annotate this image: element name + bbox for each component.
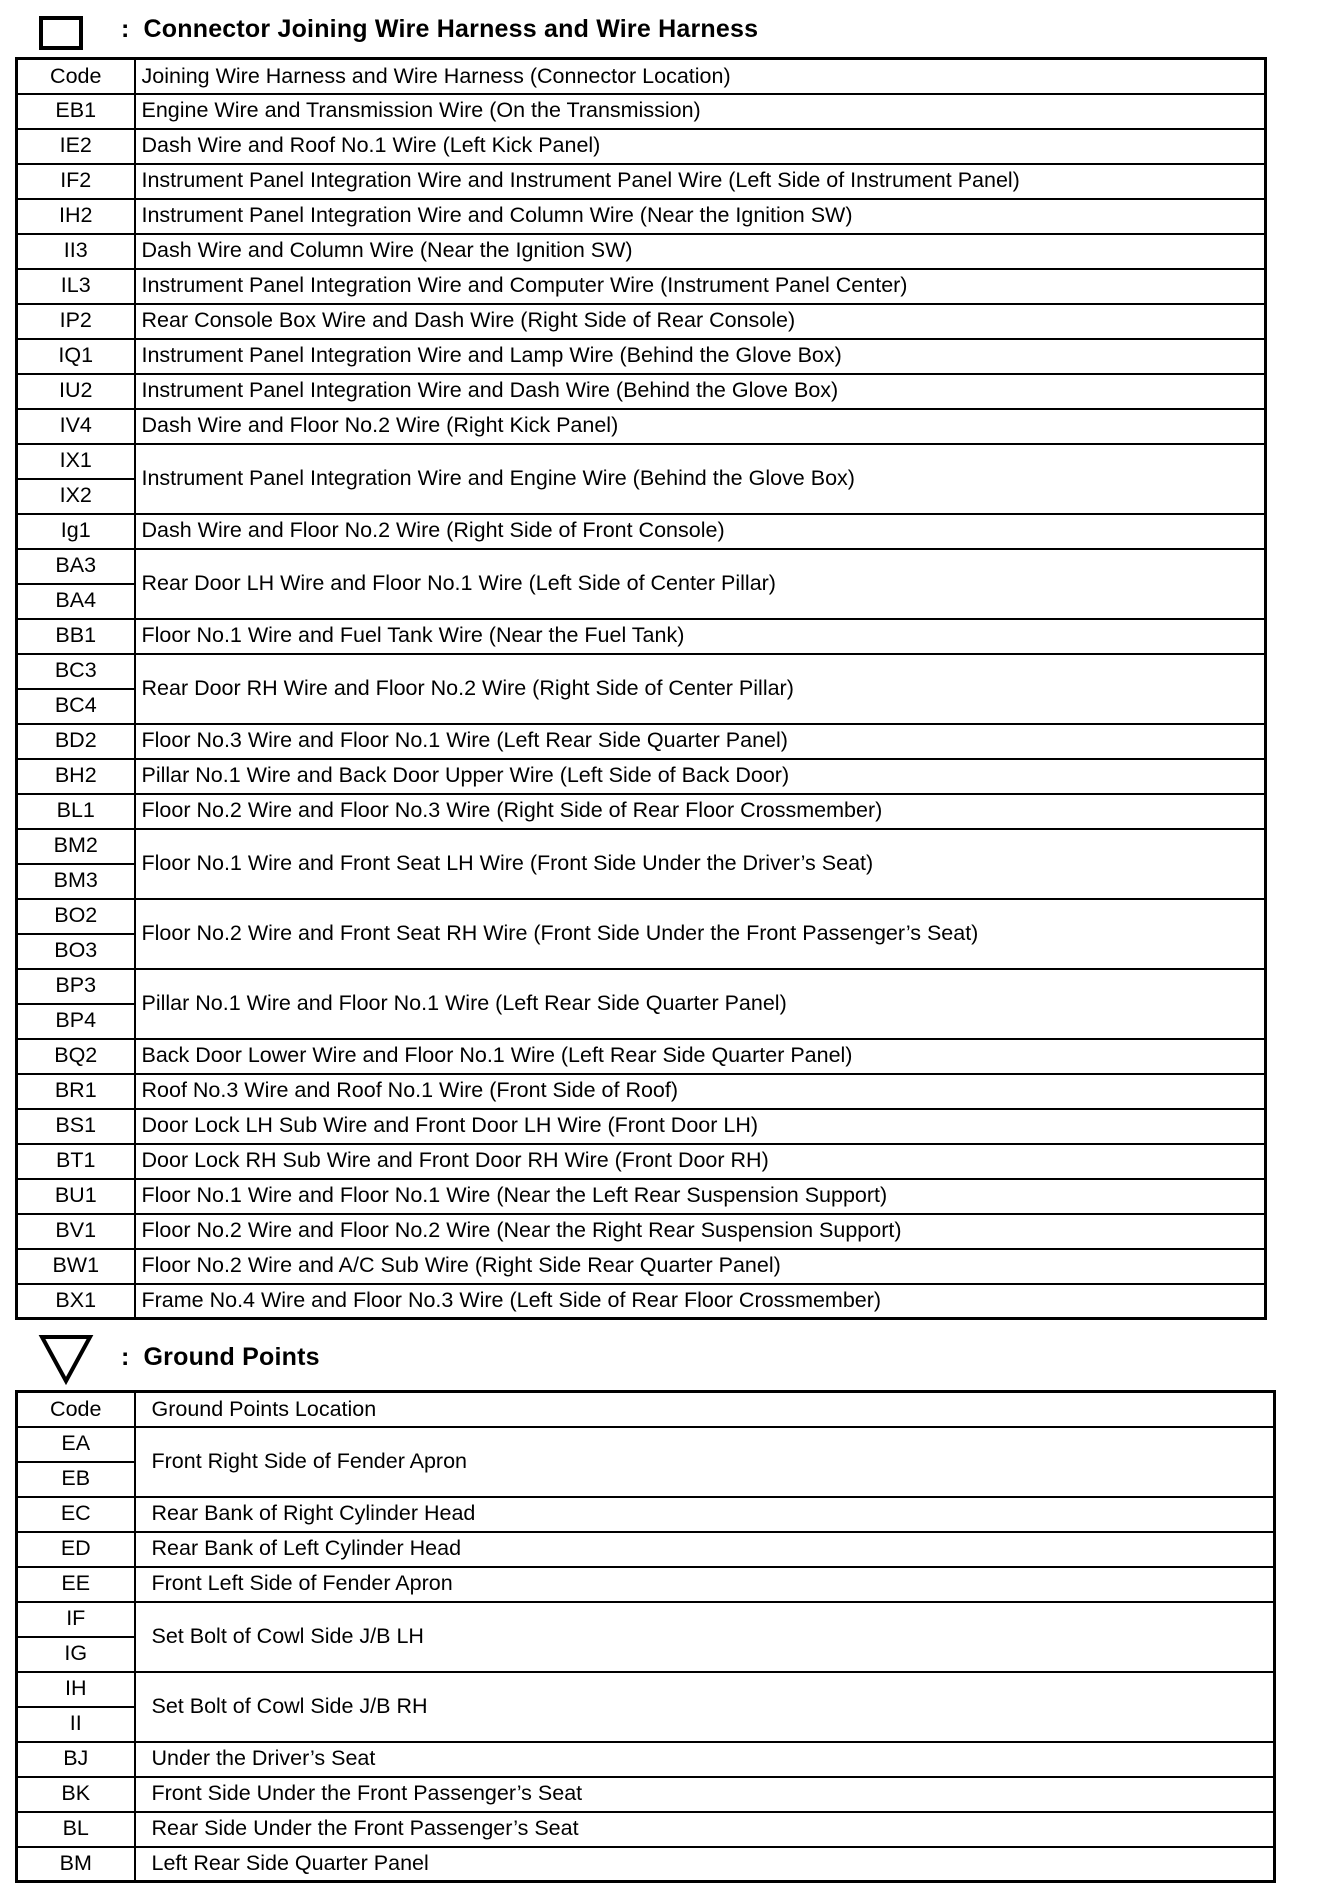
- description-cell: Floor No.1 Wire and Front Seat LH Wire (Front Side Under the Driver’s Seat): [135, 829, 1266, 899]
- table-row: [17, 1214, 1266, 1249]
- code-cell: IL3: [17, 269, 135, 304]
- code-cell: BL1: [17, 794, 135, 829]
- description-cell: Left Rear Side Quarter Panel: [135, 1847, 1275, 1882]
- description-cell: Rear Console Box Wire and Dash Wire (Right Side of Rear Console): [135, 304, 1266, 339]
- description-cell: Instrument Panel Integration Wire and Dash Wire (Behind the Glove Box): [135, 374, 1266, 409]
- code-cell: IX2: [17, 479, 135, 514]
- code-cell: BO2: [17, 899, 135, 934]
- table-header-row: [17, 1392, 1275, 1427]
- code-cell: IP2: [17, 304, 135, 339]
- ground-section-header: [121, 1340, 320, 1374]
- table-row: [17, 164, 1266, 199]
- code-cell: BC4: [17, 689, 135, 724]
- table-row: [17, 759, 1266, 794]
- table-row: [17, 1074, 1266, 1109]
- description-cell: Pillar No.1 Wire and Floor No.1 Wire (Left Rear Side Quarter Panel): [135, 969, 1266, 1039]
- table-row: [17, 234, 1266, 269]
- code-cell: BM: [17, 1847, 135, 1882]
- table-row: [17, 899, 1266, 934]
- code-cell: IF: [17, 1602, 135, 1637]
- description-cell: Rear Door LH Wire and Floor No.1 Wire (Left Side of Center Pillar): [135, 549, 1266, 619]
- description-cell: Floor No.2 Wire and Floor No.3 Wire (Right Side of Rear Floor Crossmember): [135, 794, 1266, 829]
- table-row: [17, 1567, 1275, 1602]
- description-cell: Roof No.3 Wire and Roof No.1 Wire (Front Side of Roof): [135, 1074, 1266, 1109]
- description-cell: Front Right Side of Fender Apron: [135, 1427, 1275, 1497]
- description-cell: Dash Wire and Floor No.2 Wire (Right Side of Front Console): [135, 514, 1266, 549]
- table-row: [17, 409, 1266, 444]
- description-cell: Engine Wire and Transmission Wire (On the Transmission): [135, 94, 1266, 129]
- code-cell: ED: [17, 1532, 135, 1567]
- description-cell: Set Bolt of Cowl Side J/B LH: [135, 1602, 1275, 1672]
- header-description-cell: Ground Points Location: [135, 1392, 1275, 1427]
- code-cell: IH: [17, 1672, 135, 1707]
- description-cell: Rear Bank of Left Cylinder Head: [135, 1532, 1275, 1567]
- table-row: [17, 444, 1266, 479]
- code-cell: EA: [17, 1427, 135, 1462]
- code-cell: BP4: [17, 1004, 135, 1039]
- code-cell: EE: [17, 1567, 135, 1602]
- description-cell: Pillar No.1 Wire and Back Door Upper Wire (Left Side of Back Door): [135, 759, 1266, 794]
- code-cell: BA4: [17, 584, 135, 619]
- description-cell: Dash Wire and Column Wire (Near the Ignition SW): [135, 234, 1266, 269]
- table-row: [17, 339, 1266, 374]
- ground-points-table: [15, 1390, 1276, 1883]
- code-cell: BK: [17, 1777, 135, 1812]
- description-cell: Frame No.4 Wire and Floor No.3 Wire (Left Side of Rear Floor Crossmember): [135, 1284, 1266, 1319]
- description-cell: Under the Driver’s Seat: [135, 1742, 1275, 1777]
- code-cell: IU2: [17, 374, 135, 409]
- table-row: [17, 1249, 1266, 1284]
- description-cell: Door Lock LH Sub Wire and Front Door LH Wire (Front Door LH): [135, 1109, 1266, 1144]
- table-row: [17, 1179, 1266, 1214]
- code-cell: BQ2: [17, 1039, 135, 1074]
- table-row: [17, 654, 1266, 689]
- table-row: [17, 1847, 1275, 1882]
- code-cell: BL: [17, 1812, 135, 1847]
- code-cell: IE2: [17, 129, 135, 164]
- table-row: [17, 1742, 1275, 1777]
- code-cell: BP3: [17, 969, 135, 1004]
- description-cell: Instrument Panel Integration Wire and Computer Wire (Instrument Panel Center): [135, 269, 1266, 304]
- description-cell: Floor No.3 Wire and Floor No.1 Wire (Left Rear Side Quarter Panel): [135, 724, 1266, 759]
- table-row: [17, 514, 1266, 549]
- code-cell: IX1: [17, 444, 135, 479]
- connector-section-header: [121, 12, 758, 46]
- description-cell: Rear Bank of Right Cylinder Head: [135, 1497, 1275, 1532]
- code-cell: BC3: [17, 654, 135, 689]
- description-cell: Front Side Under the Front Passenger’s Seat: [135, 1777, 1275, 1812]
- table-row: [17, 1812, 1275, 1847]
- ground-symbol-triangle-icon: [38, 1333, 94, 1385]
- code-cell: EB: [17, 1462, 135, 1497]
- code-cell: BM2: [17, 829, 135, 864]
- table-row: [17, 1039, 1266, 1074]
- code-cell: IQ1: [17, 339, 135, 374]
- description-cell: Floor No.1 Wire and Floor No.1 Wire (Near the Left Rear Suspension Support): [135, 1179, 1266, 1214]
- description-cell: Floor No.1 Wire and Fuel Tank Wire (Near the Fuel Tank): [135, 619, 1266, 654]
- description-cell: Rear Door RH Wire and Floor No.2 Wire (Right Side of Center Pillar): [135, 654, 1266, 724]
- code-cell: BM3: [17, 864, 135, 899]
- table-row: [17, 969, 1266, 1004]
- table-row: [17, 269, 1266, 304]
- table-row: [17, 94, 1266, 129]
- code-cell: II3: [17, 234, 135, 269]
- code-cell: EC: [17, 1497, 135, 1532]
- table-row: [17, 794, 1266, 829]
- table-header-row: [17, 59, 1266, 94]
- connector-section-title: Connector Joining Wire Harness and Wire Harness: [143, 14, 759, 43]
- table-row: [17, 1427, 1275, 1462]
- description-cell: Instrument Panel Integration Wire and Lamp Wire (Behind the Glove Box): [135, 339, 1266, 374]
- connector-symbol-box-icon: [39, 16, 83, 50]
- table-row: [17, 1602, 1275, 1637]
- code-cell: Ig1: [17, 514, 135, 549]
- connector-table: [15, 57, 1267, 1320]
- code-cell: BD2: [17, 724, 135, 759]
- connector-section-separator: :: [121, 14, 130, 43]
- header-description-cell: Joining Wire Harness and Wire Harness (Connector Location): [135, 59, 1266, 94]
- table-row: [17, 1109, 1266, 1144]
- description-cell: Instrument Panel Integration Wire and Instrument Panel Wire (Left Side of Instrument Panel): [135, 164, 1266, 199]
- code-cell: BB1: [17, 619, 135, 654]
- table-row: [17, 374, 1266, 409]
- ground-section-separator: :: [121, 1342, 130, 1371]
- code-cell: BX1: [17, 1284, 135, 1319]
- description-cell: Instrument Panel Integration Wire and Column Wire (Near the Ignition SW): [135, 199, 1266, 234]
- table-row: [17, 199, 1266, 234]
- description-cell: Floor No.2 Wire and Floor No.2 Wire (Near the Right Rear Suspension Support): [135, 1214, 1266, 1249]
- ground-section-title: Ground Points: [143, 1342, 320, 1371]
- table-row: [17, 724, 1266, 759]
- description-cell: Instrument Panel Integration Wire and Engine Wire (Behind the Glove Box): [135, 444, 1266, 514]
- code-cell: IF2: [17, 164, 135, 199]
- table-row: [17, 1144, 1266, 1179]
- code-cell: BS1: [17, 1109, 135, 1144]
- table-row: [17, 1777, 1275, 1812]
- code-cell: BT1: [17, 1144, 135, 1179]
- code-cell: EB1: [17, 94, 135, 129]
- description-cell: Back Door Lower Wire and Floor No.1 Wire (Left Rear Side Quarter Panel): [135, 1039, 1266, 1074]
- code-cell: BA3: [17, 549, 135, 584]
- code-cell: BR1: [17, 1074, 135, 1109]
- description-cell: Dash Wire and Roof No.1 Wire (Left Kick Panel): [135, 129, 1266, 164]
- description-cell: Floor No.2 Wire and Front Seat RH Wire (Front Side Under the Front Passenger’s Seat): [135, 899, 1266, 969]
- code-cell: BJ: [17, 1742, 135, 1777]
- code-cell: IH2: [17, 199, 135, 234]
- table-row: [17, 1672, 1275, 1707]
- table-row: [17, 304, 1266, 339]
- table-row: [17, 1497, 1275, 1532]
- header-code-cell: Code: [17, 1392, 135, 1427]
- description-cell: Door Lock RH Sub Wire and Front Door RH Wire (Front Door RH): [135, 1144, 1266, 1179]
- table-row: [17, 1284, 1266, 1319]
- code-cell: BH2: [17, 759, 135, 794]
- code-cell: II: [17, 1707, 135, 1742]
- code-cell: IG: [17, 1637, 135, 1672]
- table-row: [17, 129, 1266, 164]
- table-row: [17, 1532, 1275, 1567]
- code-cell: IV4: [17, 409, 135, 444]
- description-cell: Floor No.2 Wire and A/C Sub Wire (Right Side Rear Quarter Panel): [135, 1249, 1266, 1284]
- description-cell: Rear Side Under the Front Passenger’s Seat: [135, 1812, 1275, 1847]
- description-cell: Set Bolt of Cowl Side J/B RH: [135, 1672, 1275, 1742]
- description-cell: Dash Wire and Floor No.2 Wire (Right Kick Panel): [135, 409, 1266, 444]
- code-cell: BO3: [17, 934, 135, 969]
- code-cell: BU1: [17, 1179, 135, 1214]
- code-cell: BW1: [17, 1249, 135, 1284]
- code-cell: BV1: [17, 1214, 135, 1249]
- description-cell: Front Left Side of Fender Apron: [135, 1567, 1275, 1602]
- table-row: [17, 829, 1266, 864]
- header-code-cell: Code: [17, 59, 135, 94]
- table-row: [17, 619, 1266, 654]
- table-row: [17, 549, 1266, 584]
